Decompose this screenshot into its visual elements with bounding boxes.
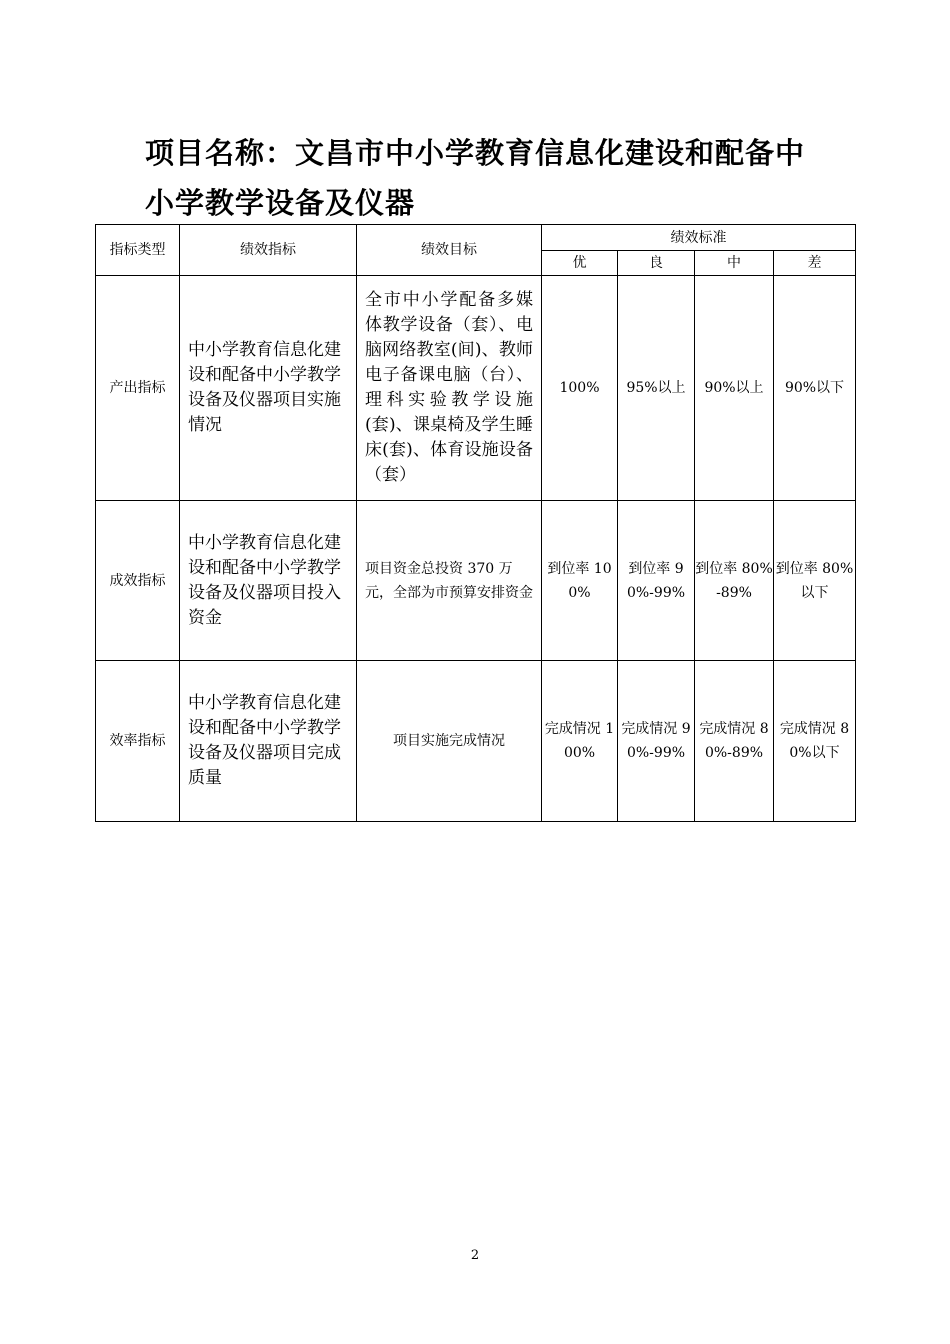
row-grade-excellent: 完成情况 100%	[542, 661, 618, 822]
header-indicator: 绩效指标	[180, 225, 357, 276]
row-grade-excellent: 到位率 100%	[542, 501, 618, 661]
row-type: 产出指标	[96, 276, 180, 501]
row-target: 全市中小学配备多媒体教学设备（套）、电脑网络教室(间)、教师电子备课电脑（台）、理科实验教学设施(套)、课桌椅及学生睡床(套)、体育设施设备（套）	[357, 276, 542, 501]
table-row	[96, 661, 856, 822]
row-type: 效率指标	[96, 661, 180, 822]
row-indicator: 中小学教育信息化建设和配备中小学教学设备及仪器项目投入资金	[180, 501, 357, 661]
header-standard: 绩效标准	[542, 225, 856, 251]
row-grade-fair: 完成情况 80%-89%	[695, 661, 774, 822]
row-grade-good: 95%以上	[618, 276, 695, 501]
header-indicator-type: 指标类型	[96, 225, 180, 276]
header-grade-fair: 中	[695, 251, 774, 276]
row-target: 项目实施完成情况	[357, 661, 542, 822]
row-indicator: 中小学教育信息化建设和配备中小学教学设备及仪器项目完成质量	[180, 661, 357, 822]
header-row-1	[96, 225, 856, 251]
row-type: 成效指标	[96, 501, 180, 661]
table-row	[96, 276, 856, 501]
row-grade-good: 到位率 90%-99%	[618, 501, 695, 661]
performance-table	[95, 224, 856, 822]
document-title: 项目名称：文昌市中小学教育信息化建设和配备中小学教学设备及仪器	[145, 136, 806, 220]
row-grade-fair: 90%以上	[695, 276, 774, 501]
row-target: 项目资金总投资 370 万元，全部为市预算安排资金	[357, 501, 542, 661]
table-row	[96, 501, 856, 661]
page-number: 2	[470, 1248, 480, 1263]
row-grade-excellent: 100%	[542, 276, 618, 501]
row-grade-poor: 完成情况 80%以下	[774, 661, 856, 822]
header-grade-poor: 差	[774, 251, 856, 276]
row-grade-poor: 到位率 80%以下	[774, 501, 856, 661]
header-target: 绩效目标	[357, 225, 542, 276]
row-grade-good: 完成情况 90%-99%	[618, 661, 695, 822]
header-grade-good: 良	[618, 251, 695, 276]
row-grade-fair: 到位率 80%-89%	[695, 501, 774, 661]
row-indicator: 中小学教育信息化建设和配备中小学教学设备及仪器项目实施情况	[180, 276, 357, 501]
header-grade-excellent: 优	[542, 251, 618, 276]
row-grade-poor: 90%以下	[774, 276, 856, 501]
